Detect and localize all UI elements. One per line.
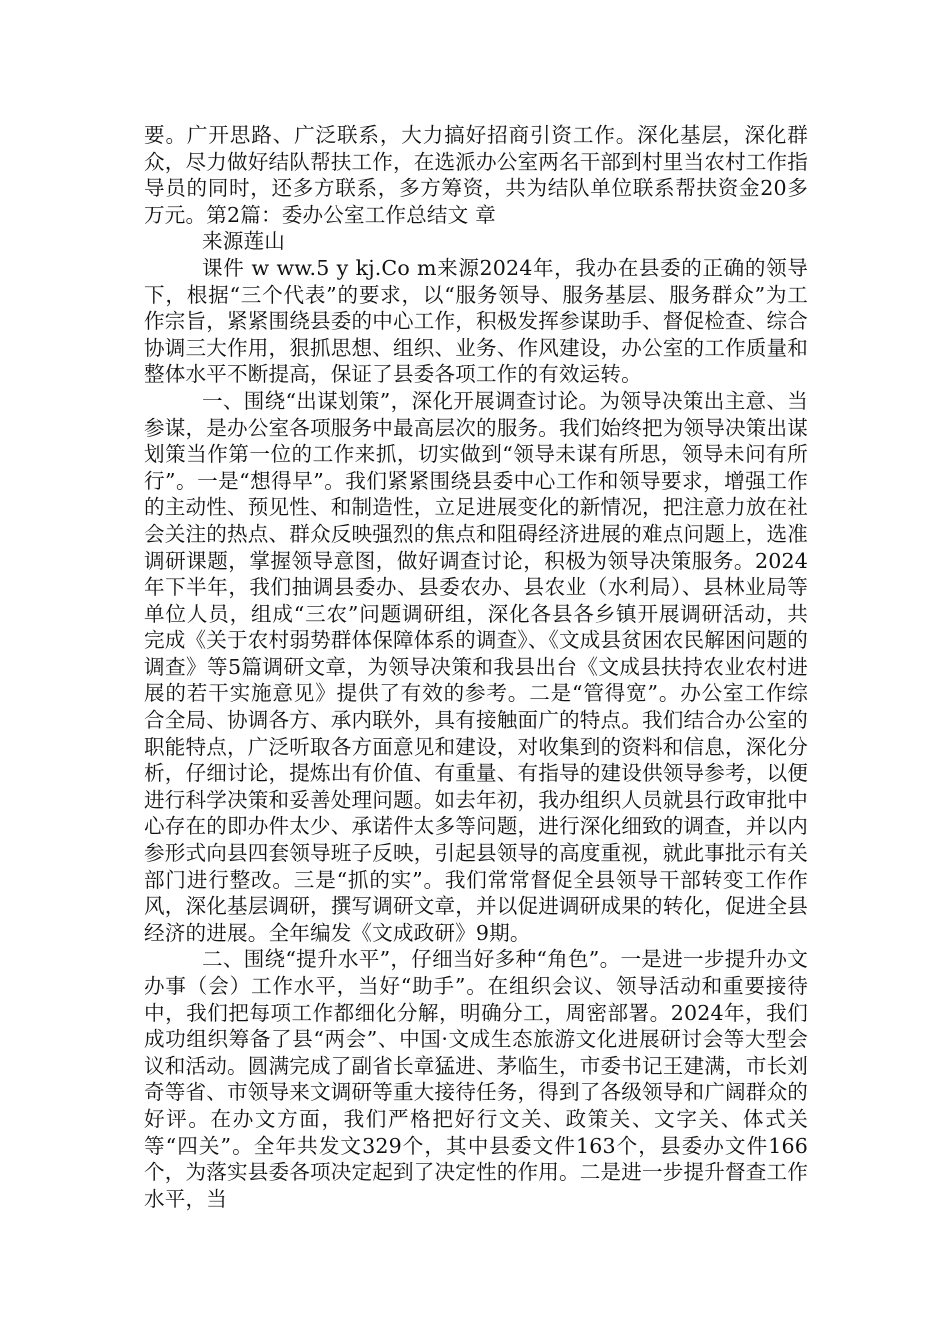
paragraph-section-two: 二、围绕“提升水平”，仔细当好多种“角色”。一是进一步提升办文办事（会）工作水平，当好“助手”。在组织会议、领导活动和重要接待中，我们把每项工作都细化分解，明确分工，周密部署。2024年，我们成功组织筹备了县“两会”、中国·文成生态旅游文化进展研讨会等大型会议和活动。圆满完成了副省长章猛进、茅临生，市委书记王建满，市长刘奇等省、市领导来文调研等重大接待任务，得到了各级领导和广阔群众的好评。在办文方面，我们严格把好行文关、政策关、文字关、体式关等“四关”。全年共发文329个，其中县委文件163个，县委办文件166个，为落实县委各项决定起到了决定性的作用。二是进一步提升督查工作水平，当 xyxy=(144,947,808,1211)
paragraph-continuation: 要。广开思路、广泛联系，大力搞好招商引资工作。深化基层，深化群众，尽力做好结队帮扶工作，在选派办公室两名干部到村里当农村工作指导员的同时，还多方联系，多方筹资，共为结队单位联系帮扶资金20多万元。第2篇：委办公室工作总结文 章 xyxy=(144,123,808,227)
document-body xyxy=(144,122,808,1212)
paragraph-intro: 课件 w ww.5 y kj.Co m来源2024年，我办在县委的正确的领导下，根据“三个代表”的要求，以“服务领导、服务基层、服务群众”为工作宗旨，紧紧围绕县委的中心工作，积极发挥参谋助手、督促检查、综合协调三大作用，狠抓思想、组织、业务、作风建设，办公室的工作质量和整体水平不断提高，保证了县委各项工作的有效运转。 xyxy=(144,255,808,387)
paragraph-source-line: 来源莲山 xyxy=(202,229,285,254)
paragraph-section-one: 一、围绕“出谋划策”，深化开展调查讨论。为领导决策出主意、当参谋，是办公室各项服务中最高层次的服务。我们始终把为领导决策出谋划策当作第一位的工作来抓，切实做到“领导未谋有所思，领导未问有所行”。一是“想得早”。我们紧紧围绕县委中心工作和领导要求，增强工作的主动性、预见性、和制造性，立足进展变化的新情况，把注意力放在社会关注的热点、群众反映强烈的焦点和阻碍经济进展的难点问题上，选准调研课题，掌握领导意图，做好调查讨论，积极为领导决策服务。2024年下半年，我们抽调县委办、县委农办、县农业（水利局）、县林业局等单位人员，组成“三农”问题调研组，深化各县各乡镇开展调研活动，共完成《关于农村弱势群体保障体系的调查》、《文成县贫困农民解困问题的调查》等5篇调研文章，为领导决策和我县出台《文成县扶持农业农村进展的若干实施意见》提供了有效的参考。二是“管得宽”。办公室工作综合全局、协调各方、承内联外，具有接触面广的特点。我们结合办公室的职能特点，广泛听取各方面意见和建设，对收集到的资料和信息，深化分析，仔细讨论，提炼出有价值、有重量、有指导的建设供领导参考，以便进行科学决策和妥善处理问题。如去年初，我办组织人员就县行政审批中心存在的即办件太少、承诺件太多等问题，进行深化细致的调查，并以内参形式向县四套领导班子反映，引起县领导的高度重视，就此事批示有关部门进行整改。三是“抓的实”。我们常常督促全县领导干部转变工作作风，深化基层调研，撰写调研文章，并以促进调研成果的转化，促进全县经济的进展。全年编发《文成政研》9期。 xyxy=(144,388,808,945)
